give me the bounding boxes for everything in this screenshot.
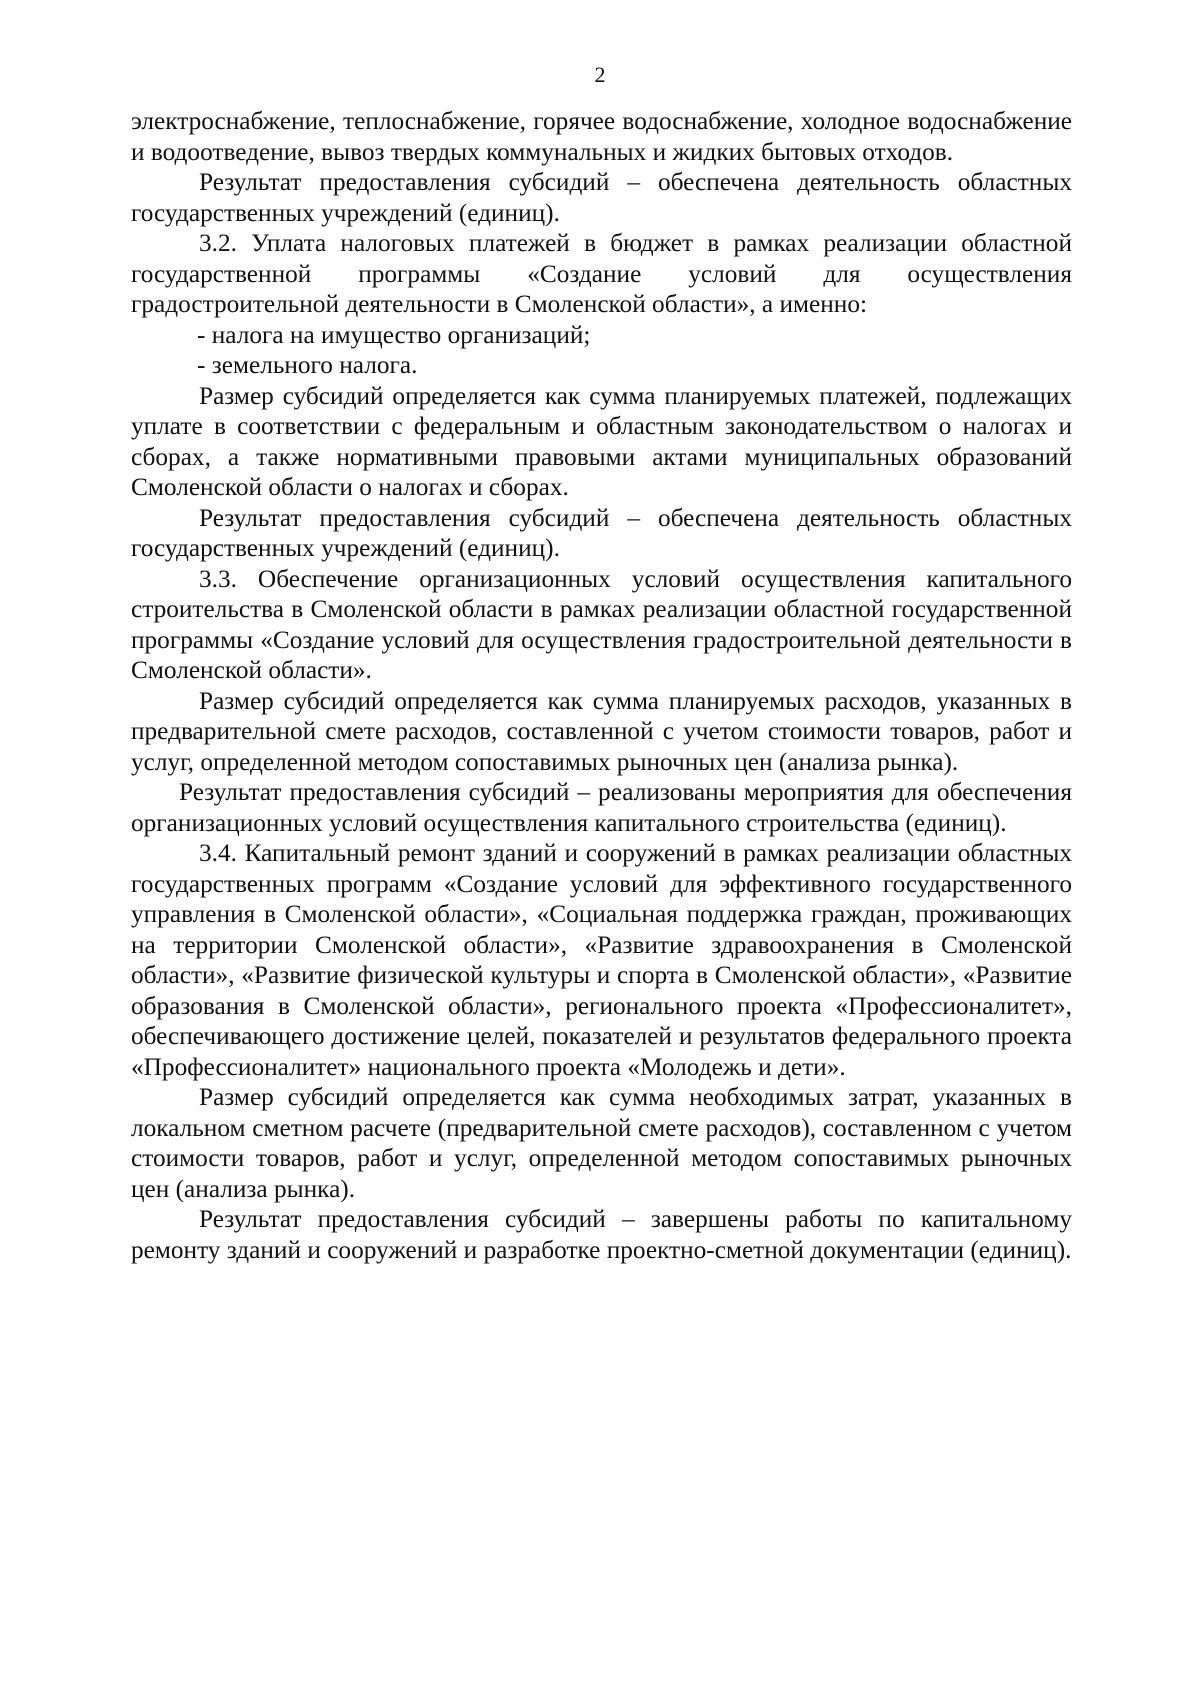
paragraph-subsidy-size-3-4: Размер субсидий определяется как сумма необходимых затрат, указанных в локальном сметном расчете (предварительной смете расходов), составленном с учетом стоимости товаров, работ и услуг, определенной методом сопоставимых рыночных цен (анализа рынка). [131,1083,1072,1203]
paragraph-section-3-2: 3.2. Уплата налоговых платежей в бюджет в рамках реализации областной государственной программы «Создание условий для осуществления градостроительной деятельности в Смоленской области», а именно: [131,229,1072,318]
paragraph-section-3-4: 3.4. Капитальный ремонт зданий и сооружений в рамках реализации областных государственных программ «Создание условий для эффективного государственного управления в Смоленской области», «Социальная поддержка граждан, проживающих на территории Смоленской области», «Развитие здравоохранения в Смоленской области», «Развитие физической культуры и спорта в Смоленской области», «Развитие образования в Смоленской области», регионального проекта «Профессионалитет», обеспечивающего достижение целей, показателей и результатов федерального проекта «Профессионалитет» национального проекта «Молодежь и дети». [131,839,1072,1081]
paragraph-utilities-list: электроснабжение, теплоснабжение, горячее водоснабжение, холодное водоснабжение и водоотведение, вывоз твердых коммунальных и жидких бытовых отходов. [131,107,1072,166]
list-item-property-tax: - налога на имущество организаций; [197,320,591,349]
paragraph-section-3-3: 3.3. Обеспечение организационных условий осуществления капитального строительства в Смоленской области в рамках реализации областной государственной программы «Создание условий для осуществления градостроительной деятельности в Смоленской области». [131,564,1072,684]
paragraph-subsidy-size-3-3: Размер субсидий определяется как сумма планируемых расходов, указанных в предварительной смете расходов, составленной с учетом стоимости товаров, работ и услуг, определенной методом сопоставимых рыночных цен (анализа рынка). [131,686,1072,776]
document-body [131,106,1072,1265]
paragraph-result-3-4: Результат предоставления субсидий – завершены работы по капитальному ремонту зданий и сооружений и разработке проектно-сметной документации (единиц). [131,1205,1072,1264]
paragraph-result-3-2: Результат предоставления субсидий – обеспечена деятельность областных государственных учреждений (единиц). [131,503,1072,562]
page-number: 2 [594,62,606,87]
paragraph-subsidy-size-3-2: Размер субсидий определяется как сумма планируемых платежей, подлежащих уплате в соответствии с федеральным и областным законодательством о налогах и сборах, а также нормативными правовыми актами муниципальных образований Смоленской области о налогах и сборах. [131,381,1072,501]
paragraph-result-3-3: Результат предоставления субсидий – реализованы мероприятия для обеспечения организационных условий осуществления капитального строительства (единиц). [131,778,1072,837]
paragraph-result-1: Результат предоставления субсидий – обеспечена деятельность областных государственных учреждений (единиц). [131,168,1072,227]
list-item-land-tax: - земельного налога. [197,351,418,379]
